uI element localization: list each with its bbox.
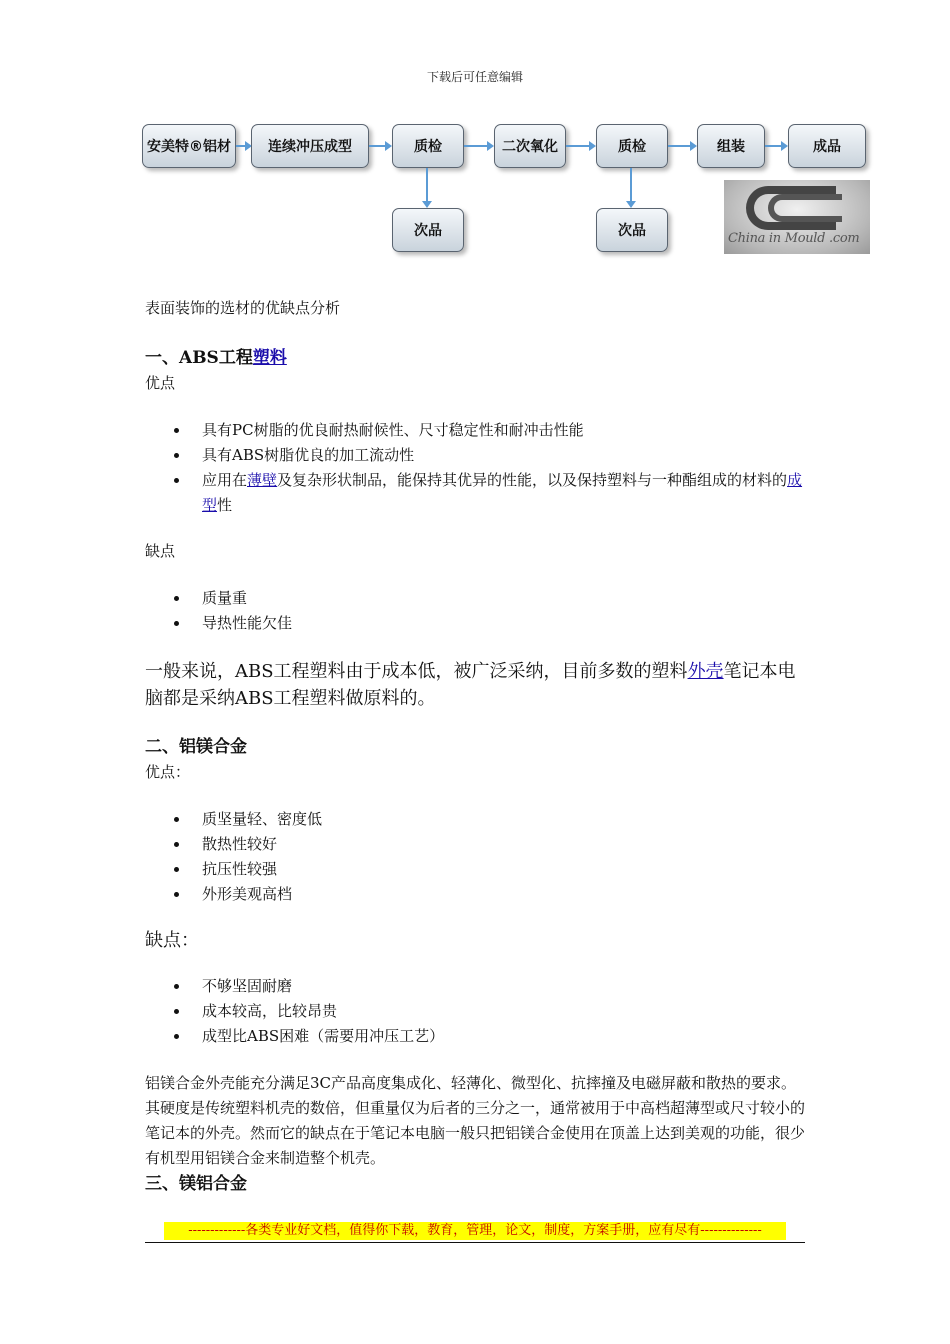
list-item: 具有PC树脂的优良耐热耐候性、尺寸稳定性和耐冲击性能 [145, 418, 810, 443]
footer-divider [145, 1242, 805, 1243]
pros-label: 优点： [145, 763, 191, 781]
list-item: 质坚量轻、密度低 [145, 807, 810, 832]
heading-text: 一、ABS工程 [145, 348, 253, 368]
document-body [145, 296, 810, 1197]
list-item: 抗压性较强 [145, 857, 810, 882]
flow-step-inspection-2: 质检 [596, 124, 668, 168]
cons-list [145, 586, 810, 636]
cons-label: 缺点 [145, 542, 176, 560]
flow-reject-2: 次品 [596, 208, 668, 252]
text: 性 [217, 496, 233, 514]
flow-arrow-down [630, 168, 632, 202]
flow-arrow [464, 145, 488, 147]
section-1-summary [145, 658, 810, 712]
flow-step-finished: 成品 [788, 124, 866, 168]
text: 笔记本电脑都是采纳ABS工程塑料做原料的。 [145, 661, 796, 709]
flow-arrow [369, 145, 386, 147]
text: 一般来说，ABS工程塑料由于成本低，被广泛采纳，目前多数的塑料 [145, 661, 688, 682]
flow-arrow [236, 145, 246, 147]
watermark-logo [724, 180, 870, 254]
link-plastic[interactable]: 塑料 [252, 348, 287, 368]
pros-list [145, 807, 810, 907]
link-thin-wall[interactable]: 薄壁 [247, 471, 278, 489]
flow-step-stamping: 连续冲压成型 [251, 124, 369, 168]
pros-label: 优点 [145, 374, 176, 392]
list-item: 不够坚固耐磨 [145, 974, 810, 999]
section-2-heading: 二、铝镁合金 [145, 737, 247, 757]
link-molding[interactable]: 成型 [202, 471, 803, 514]
logo-mark-inner [768, 194, 842, 222]
flow-arrow [765, 145, 782, 147]
flow-step-anodizing: 二次氧化 [494, 124, 566, 168]
process-flow-diagram [138, 118, 878, 268]
flow-reject-1: 次品 [392, 208, 464, 252]
list-item: 散热性较好 [145, 832, 810, 857]
cons-list [145, 974, 810, 1049]
section-2-paragraph: 铝镁合金外壳能充分满足3C产品高度集成化、轻薄化、微型化、抗摔撞及电磁屏蔽和散热的要求。其硬度是传统塑料机壳的数倍，但重量仅为后者的三分之一，通常被用于中高档超薄型或尺寸较小的笔记本的外壳。然而它的缺点在于笔记本电脑一般只把铝镁合金使用在顶盖上达到美观的功能，很少有机型用铝镁合金来制造整个机壳。 [145, 1074, 806, 1167]
flow-arrow [566, 145, 590, 147]
flow-step-assembly: 组装 [697, 124, 765, 168]
header-note: 下载后可任意编辑 [426, 70, 523, 84]
flow-arrow [668, 145, 691, 147]
text: 及复杂形状制品，能保持其优异的性能，以及保持塑料与一种酯组成的材料的 [277, 471, 788, 489]
footer-banner: -------------各类专业好文档，值得你下载，教育，管理，论文，制度，方案手册，应有尽有-------------- [164, 1222, 786, 1240]
text: 应用在 [202, 471, 248, 489]
list-item: 成本较高，比较昂贵 [145, 999, 810, 1024]
doc-title: 表面装饰的选材的优缺点分析 [145, 299, 341, 317]
list-item: 外形美观高档 [145, 882, 810, 907]
pros-list [145, 418, 810, 518]
list-item: 导热性能欠佳 [145, 611, 810, 636]
cons-label: 缺点： [145, 930, 199, 951]
section-1-heading [145, 345, 810, 371]
section-3-heading: 三、镁铝合金 [145, 1174, 247, 1194]
flow-arrow-down [426, 168, 428, 202]
list-item [145, 468, 810, 518]
list-item: 成型比ABS困难（需要用冲压工艺） [145, 1024, 810, 1049]
link-shell[interactable]: 外壳 [687, 661, 724, 682]
watermark-text: China in Mould .com [728, 231, 860, 246]
flow-step-aluminum: 安美特®铝材 [142, 124, 236, 168]
list-item: 具有ABS树脂优良的加工流动性 [145, 443, 810, 468]
flow-step-inspection-1: 质检 [392, 124, 464, 168]
list-item: 质量重 [145, 586, 810, 611]
